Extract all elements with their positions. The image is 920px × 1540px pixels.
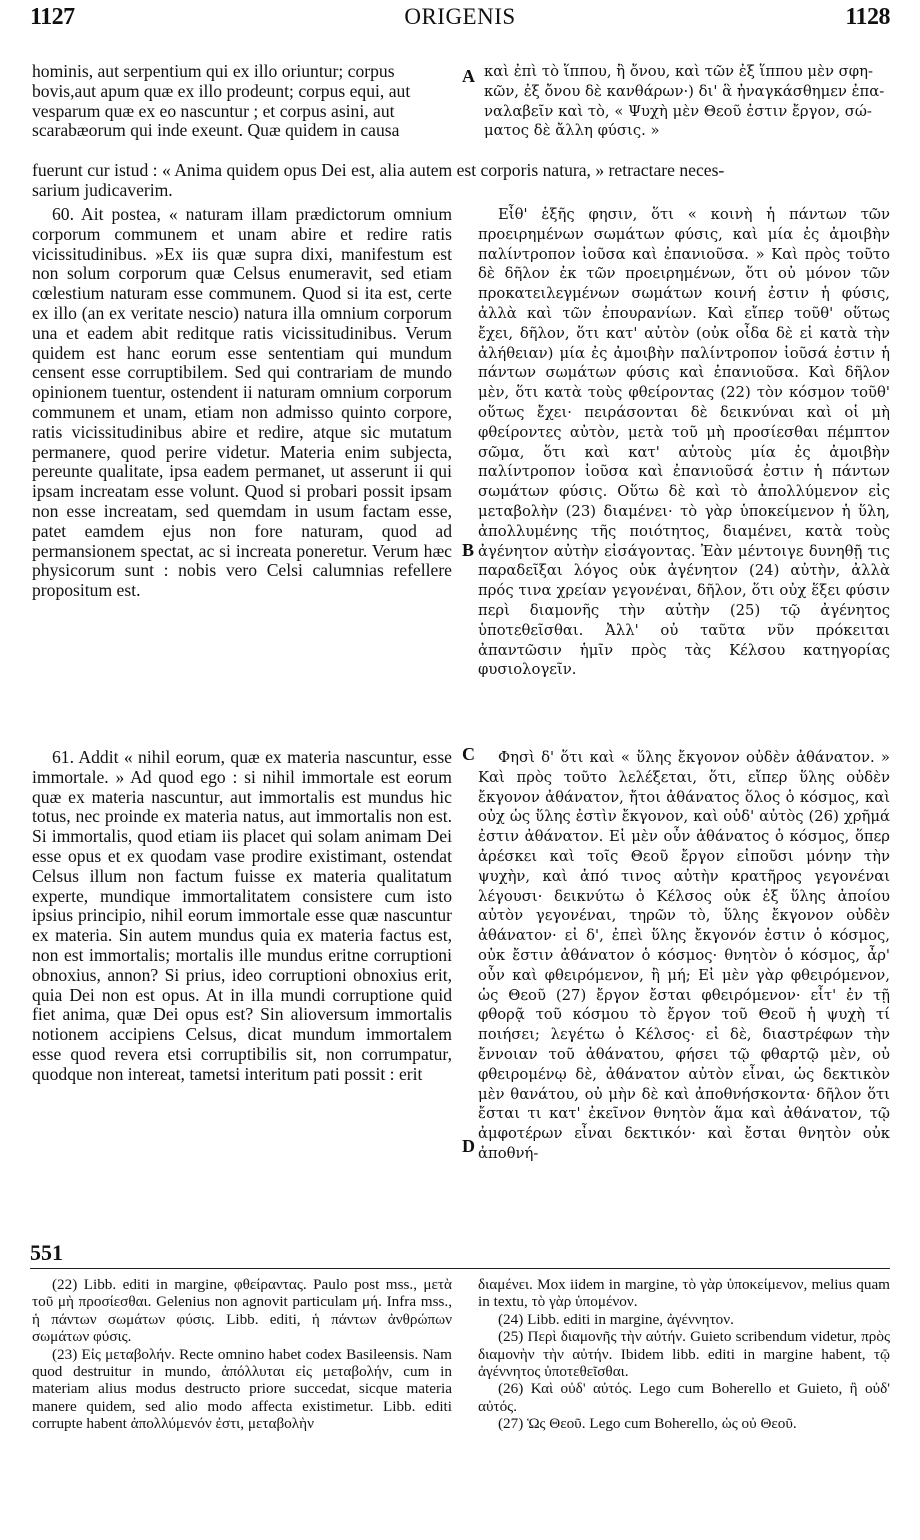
greek-section-61	[478, 748, 890, 1164]
greek-paragraph-60	[478, 205, 890, 680]
footnote-24-text: (24) Libb. editi in margine, ἀγέννητον.	[498, 1310, 734, 1328]
latin-line: scarabæorum qui inde exeunt. Quæ quidem in causa	[32, 120, 400, 141]
latin-opening-full	[32, 161, 890, 201]
latin-section-61	[32, 748, 452, 1085]
greek-line: κῶν, ἐξ ὄνου δὲ κανθάρων·) δι' ἃ ἠναγκάσθημεν ἐπα-	[484, 82, 885, 100]
footnote-24	[478, 1311, 890, 1328]
latin-line: fuerunt cur istud : « Anima quidem opus Dei est, alia autem est corporis natura, » retractare neces-	[32, 160, 725, 180]
latin-paragraph-60-text: 60. Ait postea, « naturam illam prædictorum omnium corporum communem et unam abire et redire ratis vicissitudinibus. »Ex iis quæ supra dixi, manifestum est non solum corporum quæ Celsus enumeravit, sed etiam cœlestium naturam esse communem. Quod si ita est, certe ex illo (an ex veritate nescio) natura illa omnium corporum una et eadem abit reditque ratis vicissitudinibus. Verum quidem est hanc eorum esse sententiam qui mundum censent esse corruptibilem. Sed qui contrariam de mundo opinionem tuentur, ostendent ii naturam omnium corporum communem et unam, etiam non admisso quinto corpore, ratis vicissitudinibus abire et redire, atque sic mutatum permanere, quod perire videtur. Materia enim subjecta, pereunte qualitate, ipsa eadem permanet, ut asserunt ii qui ipsam increatam esse volunt. Quod si probari possit ipsam non esse increatam, sed quemdam in usum factam esse, patet eamdem ejus non fore naturam, quod ad permansionem spectat, ac si increata poneretur. Verum hæc physicorum sunt : nobis vero Celsi calumnias refellere propositum est.	[32, 204, 452, 601]
latin-opening	[32, 62, 460, 141]
latin-paragraph-61	[32, 748, 452, 1085]
latin-line: hominis, aut serpentium qui ex illo oriuntur; corpus	[32, 61, 395, 81]
margin-letter-a: A	[462, 66, 475, 86]
footnote-22	[32, 1276, 452, 1346]
greek-line: καὶ ἐπὶ τὸ ἵππου, ἢ ὄνου, καὶ τῶν ἐξ ἵππου μὲν σφη-	[484, 63, 873, 80]
footnote-23	[32, 1346, 452, 1433]
greek-line: ναλαβεῖν καὶ τὸ, « Ψυχὴ μὲν Θεοῦ ἐστιν ἔργον, σώ-	[484, 102, 872, 120]
latin-section-60	[32, 205, 452, 601]
greek-paragraph-61	[478, 748, 890, 1164]
footnote-23-cont: διαμένει. Mox iidem in margine, τὸ γὰρ ὑποκείμενον, melius quam in textu, τὸ γὰρ ὑπομένον.	[478, 1276, 890, 1311]
latin-paragraph-60	[32, 205, 452, 601]
greek-section-60	[478, 205, 890, 680]
footnote-27-text: (27) Ὡς Θεοῦ. Lego cum Boherello, ὡς οὐ Θεοῦ.	[498, 1415, 797, 1433]
greek-paragraph-60-text: Εἶθ' ἑξῆς φησιν, ὅτι « κοινὴ ἡ πάντων τῶν προειρημένων σωμάτων φύσις, καὶ μία ἐς ἀμοιβὴν παλίντροπον ἰοῦσα καὶ ἐπανιοῦσα. » Καὶ πρὸς τοῦτο δὲ δῆλον ἐκ τῶν προειρημένων, ὅτι οὐ μόνον τῶν προκατειλεγμένων σωμάτων κοινή ἐστιν ἡ φύσις, ἀλλὰ καὶ τῶν ἐπουρανίων. Καὶ εἴπερ τοῦθ' οὕτως ἔχει, δῆλον, ὅτι κατ' αὐτὸν (οὐκ οἶδα δὲ εἰ κατὰ τὴν ἀλήθειαν) μία ἐς ἀμοιβὴν παλίντροπον ἰοῦσά ἐστιν ἡ πάντων σωμάτων φύσις καὶ ἐπανιοῦσα. Καὶ δῆλον μὲν, ὅτι κατὰ τοὺς φθείροντας (22) τὸν κόσμον τοῦθ' οὕτως ἔχει· πειράσονται δὲ δεικνύναι καὶ οἱ μὴ φθείροντες αὐτὸν, μετὰ τοῦ μὴ προσίεσθαι πέμπτον σῶμα, ὅτι καὶ κατ' αὐτοὺς μία ἐς ἀμοιβὴν παλίντροπον ἰοῦσα καὶ ἐπανιοῦσά ἐστιν ἡ πάντων σωμάτων φύσις. Οὕτω δὲ καὶ τὸ ἀπολλύμενον εἰς μεταβολὴν (23) διαμένει· τὸ γὰρ ὑποκείμενον ἡ ὕλη, ἀπολλυμένης τῆς ποιότητος, διαμένει, κατὰ τοὺς ἀγένητον αὐτὴν εἰσάγοντας. Ἐὰν μέντοιγε δυνηθῇ τις παραδεῖξαι λόγος οὐκ ἀγένητον (24) αὐτὴν, ἀλλὰ πρός τινα χρείαν γεγονέναι, δῆλον, ὅτι οὐχ ἕξει φύσιν περὶ διαμονῆς τὴν αὐτὴν (25) τῷ ἀγένητος ὑποτεθεῖσθαι. Ἀλλ' οὐ ταῦτα νῦν πρόκειται ἀπαντῶσιν ἡμῖν πρὸς τὰς Κέλσου κατηγορίας φυσιολογεῖν.	[478, 206, 890, 679]
footnote-23-text: (23) Εἰς μεταβολήν. Recte omnino habet codex Basileensis. Nam quod destruitur in mundo, ἀπόλλυται εἰς μεταβολήν, cum in materiam alius modus destructo priore succedat, sicque materia manere quidem, sed alio modo affecta existimetur. Libb. editi corrupte habent ἀπολλύμενόν ἐστι, μεταβολὴν	[32, 1345, 452, 1433]
footnote-26-text: (26) Καὶ οὐδ' αὐτός. Lego cum Boherello et Guieto, ἢ οὐδ' αὐτός.	[478, 1380, 890, 1415]
greek-paragraph-61-text: Φησὶ δ' ὅτι καὶ « ὕλης ἔκγονον οὐδὲν ἀθάνατον. » Καὶ πρὸς τοῦτο λελέξεται, ὅτι, εἴπερ ὕλης οὐδὲν ἔκγονον ἀθάνατον, ἤτοι ἀθάνατος ὅλος ὁ κόσμος, καὶ οὐχ ὡς ὕλης ἐστὶν ἔκγονον, καὶ οὐδ' αὐτὸς (26) χρῆμά ἐστιν ἀθάνατον. Εἰ μὲν οὖν ἀθάνατος ὁ κόσμος, ὅπερ ἀρέσκει καὶ τοῖς Θεοῦ ἔργον εἰποῦσι μόνην τὴν ψυχὴν, καὶ ἀπό τινος αὐτὴν κρατῆρος γεγονέναι λέγουσι· δεικνύτω ὁ Κέλσος οὐκ ἐξ ὕλης ἀποίου αὐτὸν γεγονέναι, τηρῶν τὸ, ὕλης ἔκγονον οὐδὲν ἀθάνατον· εἰ δ', ἐπεὶ ὕλης ἔκγονόν ἐστιν ὁ κόσμος, οὐκ ἔστιν ἀθάνατον ὁ κόσμος· θνητὸν ὁ κόσμος, ἆρ' οὖν καὶ φθειρόμενον, ἢ μή; Εἰ μὲν γὰρ φθειρόμενον, ὡς Θεοῦ (27) ἔργον ἔσται φθειρόμενον· εἶτ' ἐν τῇ φθορᾷ τοῦ κόσμου τὸ ἔργον τοῦ Θεοῦ ἡ ψυχὴ τί ποιήσει; λεγέτω ὁ Κέλσος· εἰ δὲ, διαστρέφων τὴν ἔννοιαν τοῦ ἀθάνατου, φήσει τῷ φθαρτῷ μὲν, οὐ φθειρομένῳ δὲ, ἀθάνατον αὐτὸν εἶναι, ὡς δεκτικὸν μὲν θανάτου, οὐ μὴν δὲ καὶ ἀποθνήσκοντα· δῆλον ὅτι ἔσται τι κατ' ἐκεῖνον θνητὸν ἅμα καὶ ἀθάνατον, τῷ ἀμφοτέρων εἶναι δεκτικόν· καὶ ἔσται θνητὸν οὐκ ἀποθνή-	[478, 749, 890, 1162]
footnotes-right	[478, 1276, 890, 1433]
margin-letter-d: D	[462, 1136, 475, 1156]
footnote-rule	[30, 1268, 890, 1269]
page-number-left: 1127	[30, 4, 75, 30]
latin-line: bovis,aut apum quæ ex illo prodeunt; corpus equi, aut	[32, 80, 411, 101]
footnote-27	[478, 1415, 890, 1432]
margin-letter-c: C	[462, 744, 475, 764]
greek-opening	[484, 62, 890, 141]
page-header	[30, 4, 890, 40]
margin-letter-b: B	[462, 540, 475, 560]
running-title: ORIGENIS	[404, 4, 516, 29]
plate-number: 551	[30, 1240, 63, 1265]
latin-line: vesparum quæ ex eo nascuntur ; et corpus asini, aut	[32, 100, 395, 121]
footnotes-left	[32, 1276, 452, 1433]
latin-line: sarium judicaverim.	[32, 179, 173, 200]
footnote-25	[478, 1328, 890, 1380]
latin-paragraph-61-text: 61. Addit « nihil eorum, quæ ex materia nascuntur, esse immortale. » Ad quod ego : si nihil immortale est eorum quæ ex materia nascuntur, aut immortalis est mundus hic totus, nec proinde ex materia natus, aut immortalis non est. Si immortalis, quod etiam iis placet qui solam animam Dei esse opus et ex quodam vase prodire existimant, ostendat Celsus illum non factum fuisse ex materia qualitatum experte, mundique immortalitatem consistere cum isto ipsius principio, nihil eorum immortale esse quæ nascuntur ex materia. Sin autem mundus quia ex materia factus est, non est immortalis; mortalis ille mundus eritne corruptioni obnoxius, annon? Si prius, ideo corruptioni obnoxius erit, quia Dei non est opus. At in illa mundi corruptione quid fiet anima, quæ Dei opus est? Sin alioversum immortalis notionem accipiens Celsus, dicat mundum immortalem esse quod revera etsi corruptibilis sit, non corrumpatur, quodque non intereat, tametsi interitum pati possit : erit	[32, 747, 452, 1084]
page-number-right: 1128	[845, 4, 890, 30]
footnote-25-text: (25) Περὶ διαμονῆς τὴν αὐτήν. Guieto scribendum videtur, πρὸς διαμονὴν τὴν αὐτήν. Ibidem libb. editi in margine habent, τῷ ἀγέννητος ὑποτεθεῖσθαι.	[478, 1328, 890, 1381]
greek-line: ματος δὲ ἄλλη φύσις. »	[484, 122, 660, 140]
footnote-26	[478, 1380, 890, 1415]
footnote-22-text: (22) Libb. editi in margine, φθείραντας. Paulo post mss., μετὰ τοῦ μὴ προσίεσθαι. Gelenius non agnovit particulam μή. Infra mss., ἡ πάντων σωμάτων φύσις. Libb. editi, ἡ πάντων ἀνθρώπων σωμάτων φύσις.	[32, 1276, 452, 1346]
